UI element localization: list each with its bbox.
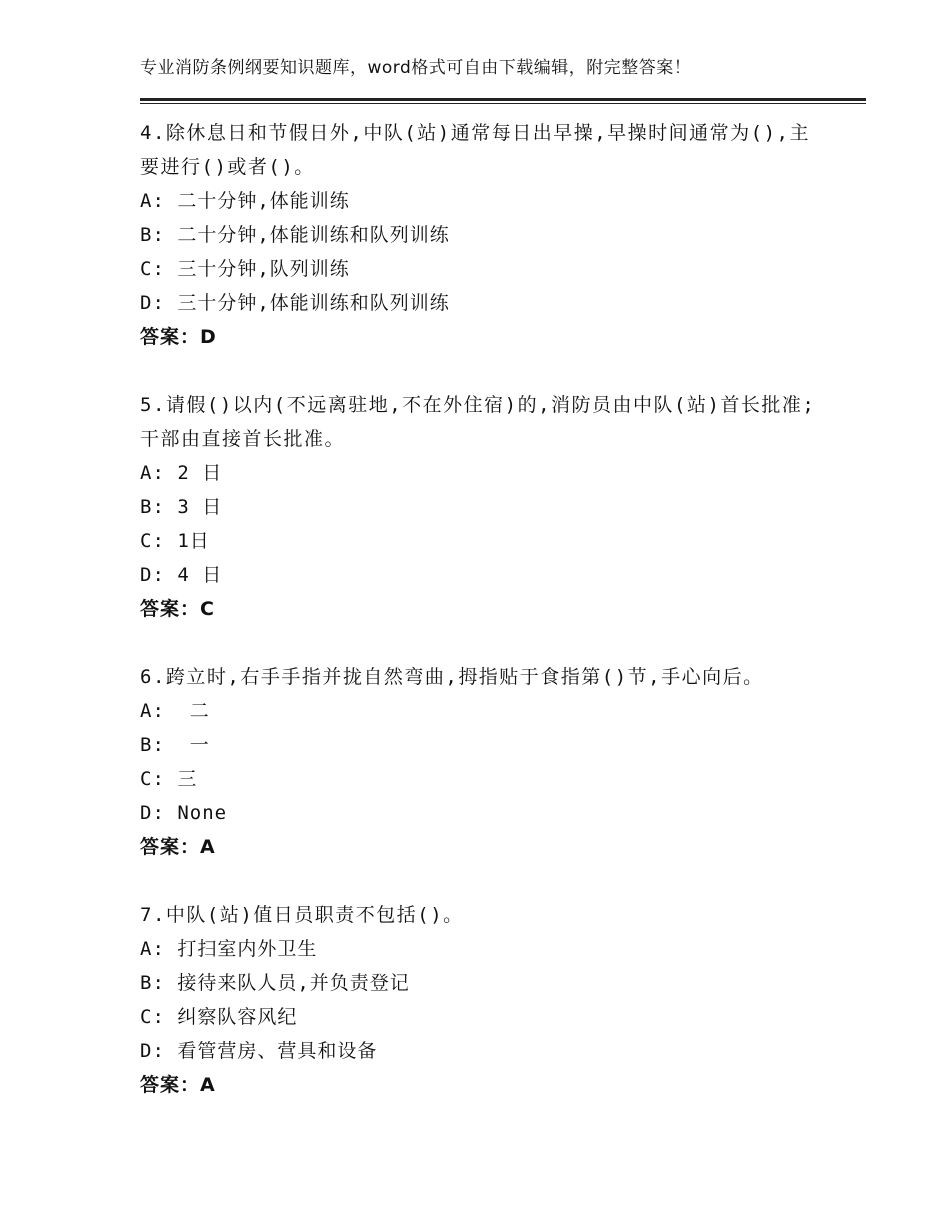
option-d: D: None (140, 802, 228, 824)
option-b: B: 二十分钟,体能训练和队列训练 (140, 224, 450, 246)
header-divider-thin (140, 103, 866, 104)
option-b: B: 3 日 (140, 496, 223, 518)
answer-label: 答案：A (140, 1074, 216, 1096)
option-c: C: 1日 (140, 530, 210, 552)
option-b: B: 接待来队人员,并负责登记 (140, 972, 410, 994)
page-header: 专业消防条例纲要知识题库，word格式可自由下载编辑，附完整答案！ (140, 58, 692, 78)
option-c: C: 三 (140, 768, 198, 790)
option-a: A: 二十分钟,体能训练 (140, 190, 350, 212)
question-stem: 5.请假()以内(不远离驻地,不在外住宿)的,消防员由中队(站)首长批准;干部由直接首长批准。 (140, 394, 816, 450)
option-d: D: 看管营房、营具和设备 (140, 1040, 378, 1062)
question-6 (140, 660, 830, 864)
option-a: A: 二 (140, 700, 210, 722)
answer-label: 答案：C (140, 598, 215, 620)
header-divider-thick (140, 98, 866, 101)
option-a: A: 2 日 (140, 462, 223, 484)
option-c: C: 三十分钟,队列训练 (140, 258, 350, 280)
option-d: D: 三十分钟,体能训练和队列训练 (140, 292, 450, 314)
option-d: D: 4 日 (140, 564, 223, 586)
question-5 (140, 388, 830, 626)
option-a: A: 打扫室内外卫生 (140, 938, 318, 960)
answer-label: 答案：A (140, 836, 216, 858)
question-7 (140, 898, 830, 1102)
question-stem: 6.跨立时,右手手指并拢自然弯曲,拇指贴于食指第()节,手心向后。 (140, 666, 764, 688)
answer-label: 答案：D (140, 326, 217, 348)
option-b: B: 一 (140, 734, 210, 756)
option-c: C: 纠察队容风纪 (140, 1006, 298, 1028)
question-stem: 7.中队(站)值日员职责不包括()。 (140, 904, 464, 926)
question-4 (140, 116, 830, 354)
question-list (140, 116, 830, 1136)
question-stem: 4.除休息日和节假日外,中队(站)通常每日出早操,早操时间通常为(),主要进行()或者()。 (140, 122, 810, 178)
